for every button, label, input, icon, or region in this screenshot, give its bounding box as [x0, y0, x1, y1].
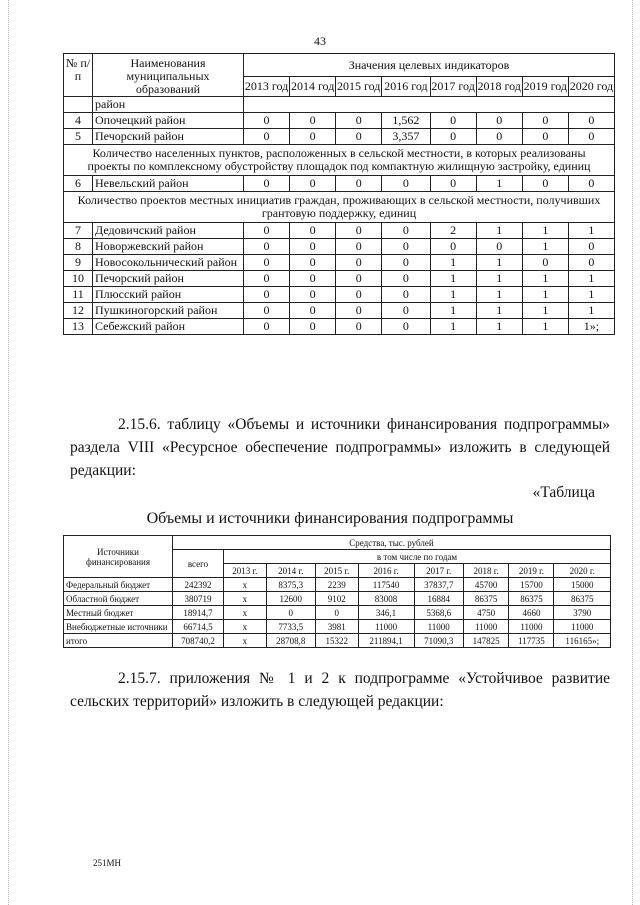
row-value: 28708,8 [266, 634, 315, 648]
row-value: 0 [430, 113, 476, 129]
row-value: 15000 [554, 578, 611, 592]
row-value: 0 [336, 176, 382, 192]
row-name: Печорский район [93, 129, 244, 145]
year-header: 2015 год [336, 77, 382, 97]
row-value: 3790 [554, 606, 611, 620]
row-value: 0 [568, 239, 614, 255]
row-value: 0 [522, 129, 568, 145]
row-name: Себежский район [93, 319, 244, 335]
row-num: 11 [64, 287, 93, 303]
table-row [64, 176, 615, 192]
header-values-title: Значения целевых индикаторов [244, 54, 615, 77]
row-value: 1 [568, 303, 614, 319]
row-source: Внебюджетные источники [64, 620, 173, 634]
row-num: 12 [64, 303, 93, 319]
year-header: 2017 г. [414, 564, 463, 578]
row-value: 0 [522, 255, 568, 271]
table-row [64, 592, 611, 606]
row-value: 0 [290, 255, 336, 271]
row-value: 0 [290, 271, 336, 287]
row-value: 1 [568, 271, 614, 287]
row-value: 0 [336, 239, 382, 255]
paragraph-2-15-7: 2.15.7. приложения № 1 и 2 к подпрограмме «Устойчивое развитие сельских территорий» изложить в следующей редакции: [70, 670, 610, 710]
row-value: 11000 [414, 620, 463, 634]
row-value: 0 [244, 239, 290, 255]
row-value: 1 [430, 303, 476, 319]
row-value: 1 [476, 176, 522, 192]
row-value: 1 [522, 223, 568, 239]
row-source: итого [64, 634, 173, 648]
table-row [64, 129, 615, 145]
row-value: 0 [290, 223, 336, 239]
row-source: Областной бюджет [64, 592, 173, 606]
row-num: 10 [64, 271, 93, 287]
row-value: 71090,3 [414, 634, 463, 648]
row-value: 0 [290, 287, 336, 303]
row-value: 0 [290, 113, 336, 129]
row-value: 0 [290, 319, 336, 335]
row-value: 0 [382, 223, 430, 239]
row-value: 0 [244, 129, 290, 145]
row-value: 1 [522, 303, 568, 319]
row-value: 1»; [568, 319, 614, 335]
row-value: 86375 [554, 592, 611, 606]
cont-row-label: район [93, 97, 244, 113]
row-name: Невельский район [93, 176, 244, 192]
year-header: 2014 год [290, 77, 336, 97]
table-row [64, 578, 611, 592]
table-label: «Таблица [532, 484, 595, 501]
row-name: Пушкиногорский район [93, 303, 244, 319]
row-value: 0 [336, 303, 382, 319]
table-row [64, 606, 611, 620]
row-value: 0 [336, 319, 382, 335]
row-value: 0 [290, 239, 336, 255]
table-row [64, 287, 615, 303]
row-value: 45700 [463, 578, 509, 592]
row-value: 0 [430, 129, 476, 145]
header-name: Наименования муниципальных образований [93, 54, 244, 97]
header-funds: Средства, тыс. рублей [173, 536, 611, 550]
row-value: 0 [382, 239, 430, 255]
row-total: 66714,5 [173, 620, 224, 634]
indicators-table [63, 53, 615, 335]
section-c-title: Количество проектов местных инициатив граждан, проживающих в сельской местности, получивших грантовую поддержку, единиц [64, 192, 615, 223]
row-value: 0 [382, 255, 430, 271]
year-header: 2018 г. [463, 564, 509, 578]
row-total: 380719 [173, 592, 224, 606]
row-value: 12600 [266, 592, 315, 606]
paragraph-2-15-6: 2.15.6. таблицу «Объемы и источники финансирования подпрограммы» раздела VIII «Ресурсное обеспечение подпрограммы» изложить в следующей редакции: [70, 416, 610, 479]
row-value: 0 [568, 255, 614, 271]
row-value: 0 [568, 113, 614, 129]
row-value: 0 [382, 319, 430, 335]
row-value: 147825 [463, 634, 509, 648]
row-value: 0 [382, 303, 430, 319]
year-header: 2016 год [382, 77, 430, 97]
row-value: 37837,7 [414, 578, 463, 592]
row-value: 1 [476, 319, 522, 335]
header-sources: Источники финансирования [64, 536, 173, 578]
row-value: 0 [568, 176, 614, 192]
row-value: 15322 [315, 634, 358, 648]
row-value: 4750 [463, 606, 509, 620]
row-value: 0 [336, 287, 382, 303]
year-header: 2014 г. [266, 564, 315, 578]
row-value: 0 [476, 239, 522, 255]
row-value: 1 [568, 223, 614, 239]
table-row [64, 223, 615, 239]
row-value: 0 [244, 113, 290, 129]
row-value: 0 [244, 319, 290, 335]
row-value: 2 [430, 223, 476, 239]
row-name: Новосокольнический район [93, 255, 244, 271]
table-row [64, 303, 615, 319]
right-margin-line [632, 0, 633, 905]
row-value: 11000 [463, 620, 509, 634]
header-total: всего [173, 550, 224, 578]
table-row [64, 255, 615, 271]
row-num: 7 [64, 223, 93, 239]
year-header: 2020 год [568, 77, 614, 97]
year-header: 2016 г. [358, 564, 414, 578]
row-name: Новоржевский район [93, 239, 244, 255]
row-value: 5368,6 [414, 606, 463, 620]
year-header: 2017 год [430, 77, 476, 97]
row-value: 0 [522, 113, 568, 129]
table-row [64, 620, 611, 634]
row-value: 0 [290, 129, 336, 145]
row-name: Дедовичский район [93, 223, 244, 239]
row-value: 0 [476, 129, 522, 145]
row-value: 0 [336, 271, 382, 287]
row-value: 0 [290, 303, 336, 319]
row-value: 1 [568, 287, 614, 303]
row-value: 1 [476, 223, 522, 239]
row-value: 3981 [315, 620, 358, 634]
document-code: 251МН [93, 858, 122, 868]
table-row [64, 113, 615, 129]
row-value: 0 [244, 223, 290, 239]
section-b-row [64, 145, 615, 176]
row-total: 18914,7 [173, 606, 224, 620]
row-value: 86375 [509, 592, 554, 606]
row-value: 346,1 [358, 606, 414, 620]
row-name: Печорский район [93, 271, 244, 287]
row-value: 1 [430, 319, 476, 335]
year-header: 2019 г. [509, 564, 554, 578]
row-value: 117735 [509, 634, 554, 648]
row-value: 1 [476, 303, 522, 319]
row-total: 708740,2 [173, 634, 224, 648]
row-value: 1,562 [382, 113, 430, 129]
row-value: 15700 [509, 578, 554, 592]
row-num: 8 [64, 239, 93, 255]
row-value: 0 [244, 271, 290, 287]
row-value: 0 [336, 255, 382, 271]
row-value: 1 [430, 255, 476, 271]
row-value: 0 [522, 176, 568, 192]
row-value: 1 [522, 239, 568, 255]
row-source: Местный бюджет [64, 606, 173, 620]
row-value: 0 [315, 606, 358, 620]
financing-table [63, 535, 611, 648]
row-value: 0 [290, 176, 336, 192]
row-value: 0 [336, 129, 382, 145]
section-b-title: Количество населенных пунктов, расположенных в сельской местности, в которых реализованы проекты по комплексному обустройству площадок под компактную жилищную застройку, единиц [64, 145, 615, 176]
row-value: 0 [336, 223, 382, 239]
year-header: 2020 г. [554, 564, 611, 578]
row-value: х [224, 634, 267, 648]
row-value: 11000 [358, 620, 414, 634]
row-num: 4 [64, 113, 93, 129]
row-value: 3,357 [382, 129, 430, 145]
row-value: 0 [568, 129, 614, 145]
row-value: 1 [476, 287, 522, 303]
row-value: 117540 [358, 578, 414, 592]
row-value: 0 [244, 176, 290, 192]
row-num: 5 [64, 129, 93, 145]
row-value: 1 [522, 287, 568, 303]
table-row [64, 239, 615, 255]
table1-cont-row [64, 97, 615, 113]
year-header: 2013 г. [224, 564, 267, 578]
row-value: 0 [382, 287, 430, 303]
year-header: 2015 г. [315, 564, 358, 578]
row-value: 0 [244, 287, 290, 303]
table2-title: Объемы и источники финансирования подпрограммы [146, 510, 514, 527]
row-value: 0 [244, 255, 290, 271]
row-value: 1 [476, 255, 522, 271]
row-value: 1 [476, 271, 522, 287]
table-row [64, 319, 615, 335]
year-header: 2018 год [476, 77, 522, 97]
row-value: 11000 [554, 620, 611, 634]
row-value: 1 [430, 271, 476, 287]
row-value: 211894,1 [358, 634, 414, 648]
row-value: х [224, 578, 267, 592]
row-value: 4660 [509, 606, 554, 620]
row-value: 86375 [463, 592, 509, 606]
row-value: 83008 [358, 592, 414, 606]
row-value: 116165»; [554, 634, 611, 648]
row-value: 7733,5 [266, 620, 315, 634]
row-value: 9102 [315, 592, 358, 606]
header-by-years: в том числе по годам [224, 550, 611, 564]
row-value: 11000 [509, 620, 554, 634]
row-name: Опочецкий район [93, 113, 244, 129]
row-source: Федеральный бюджет [64, 578, 173, 592]
row-num: 6 [64, 176, 93, 192]
row-value: х [224, 606, 267, 620]
row-value: х [224, 592, 267, 606]
table-row [64, 634, 611, 648]
row-num: 9 [64, 255, 93, 271]
table-row [64, 271, 615, 287]
row-value: 0 [476, 113, 522, 129]
row-value: 0 [430, 239, 476, 255]
section-c-row [64, 192, 615, 223]
table1-header-row [64, 54, 615, 77]
row-value: 1 [430, 287, 476, 303]
row-total: 242392 [173, 578, 224, 592]
row-num: 13 [64, 319, 93, 335]
row-value: 0 [382, 176, 430, 192]
year-header: 2019 год [522, 77, 568, 97]
year-header: 2013 год [244, 77, 290, 97]
row-value: 0 [244, 303, 290, 319]
page-number: 43 [314, 34, 326, 48]
header-num: № п/п [64, 54, 93, 97]
row-value: 1 [522, 271, 568, 287]
table2-header-row1 [64, 536, 611, 550]
row-value: х [224, 620, 267, 634]
row-value: 16884 [414, 592, 463, 606]
row-value: 0 [266, 606, 315, 620]
row-value: 0 [336, 113, 382, 129]
row-value: 0 [382, 271, 430, 287]
row-name: Плюсский район [93, 287, 244, 303]
row-value: 0 [430, 176, 476, 192]
row-value: 2239 [315, 578, 358, 592]
row-value: 1 [522, 319, 568, 335]
row-value: 8375,3 [266, 578, 315, 592]
left-margin-line [8, 0, 9, 905]
